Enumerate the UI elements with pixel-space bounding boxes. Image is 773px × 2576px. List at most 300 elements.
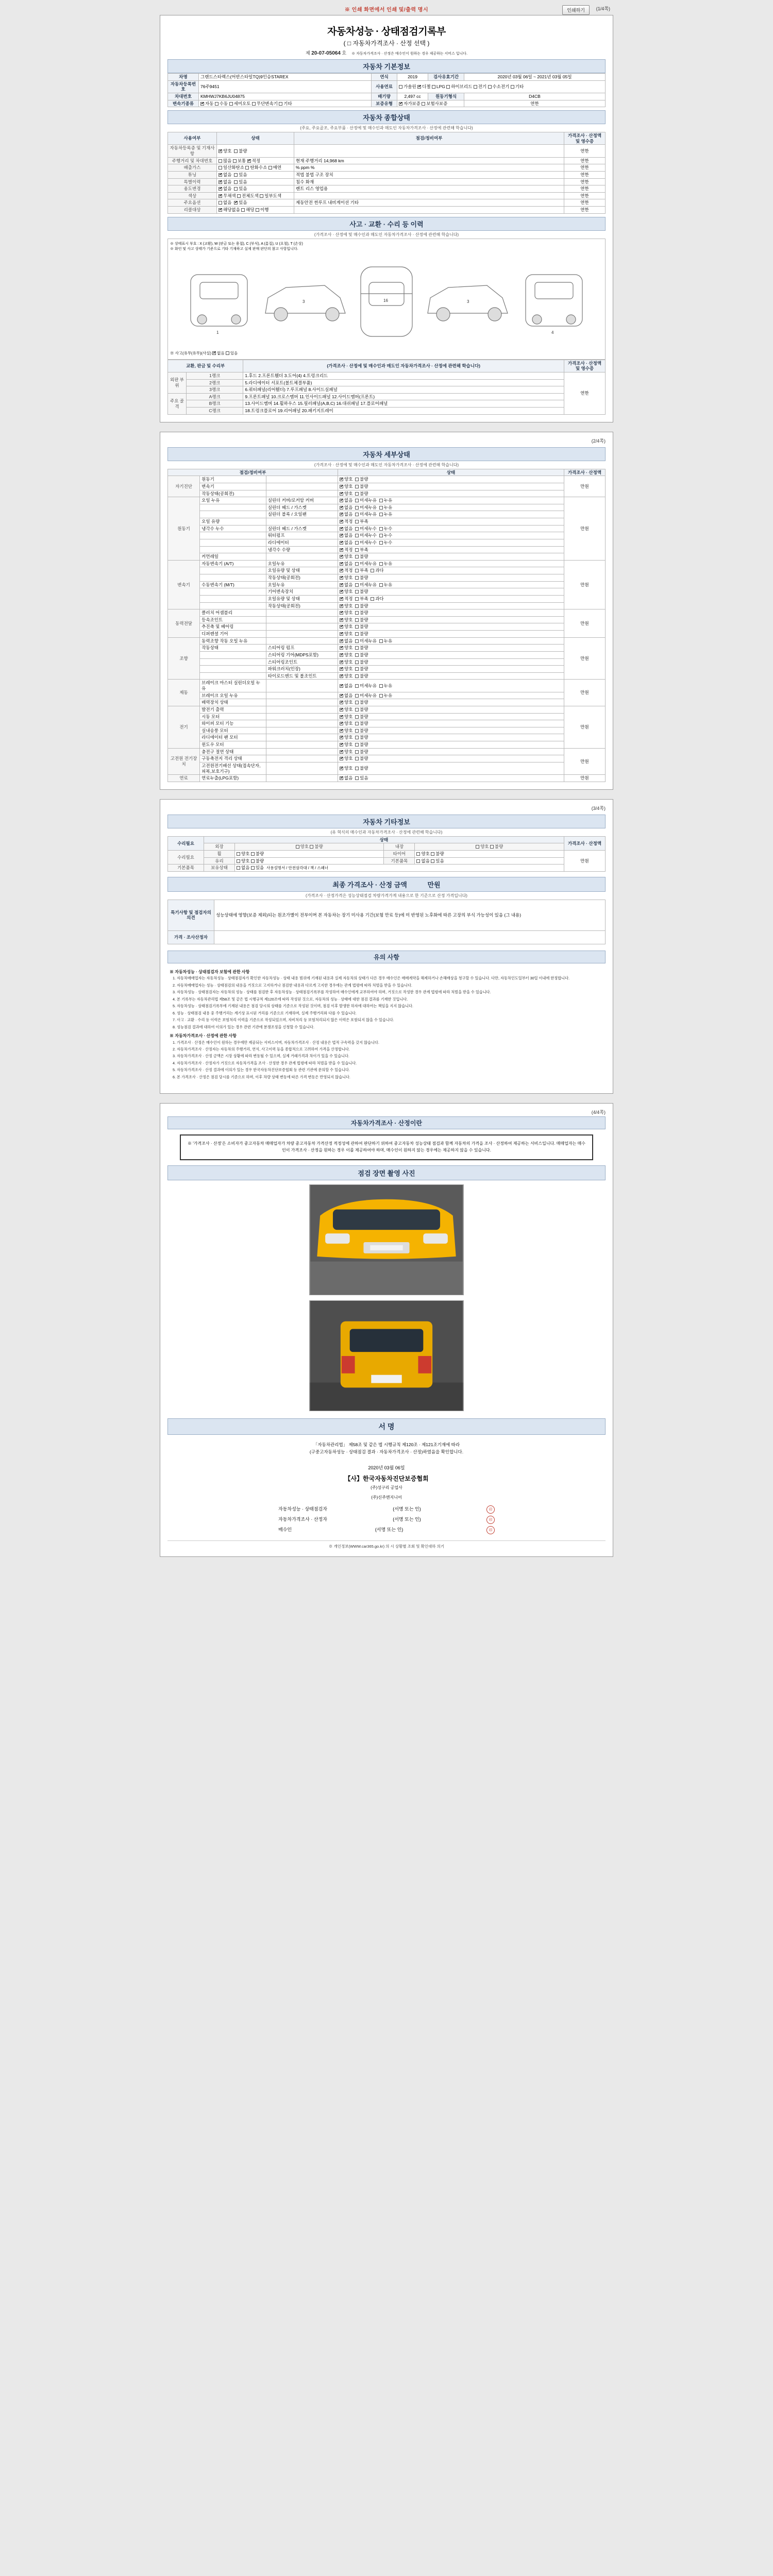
checkbox-1-0-1[interactable] (355, 499, 359, 502)
checkbox-warranty-insurer[interactable] (422, 102, 425, 106)
checkbox-4-3-1[interactable] (355, 660, 359, 664)
detail-status-options (338, 525, 564, 532)
checkbox-1-1-2[interactable] (379, 506, 383, 510)
checkbox-usage-none[interactable] (219, 187, 222, 191)
checkbox-1-4-0[interactable] (340, 527, 343, 531)
checkbox-mileage-ok[interactable] (247, 159, 251, 163)
detail-sublabel (266, 483, 338, 490)
checkbox-ext-good[interactable] (296, 845, 299, 849)
checkbox-7-1-0[interactable] (340, 757, 343, 760)
checkbox-1-2-2[interactable] (379, 513, 383, 516)
checkbox-2-4-0[interactable] (340, 590, 343, 594)
checkbox-6-3-0[interactable] (340, 729, 343, 733)
overall-row-5-name: 용도변경 (168, 185, 217, 193)
checkbox-reg-bad[interactable] (234, 149, 238, 153)
detail-label: 고전원전기배선 상태(접속단자,피복,보호기구) (200, 762, 266, 774)
checkbox-option-yes[interactable] (234, 201, 238, 205)
checkbox-4-5-1[interactable] (355, 674, 359, 678)
checkbox-fuel-hybrid[interactable] (446, 85, 450, 89)
detail-row (168, 727, 606, 734)
detail-row (168, 748, 606, 755)
caution-list-0 (177, 976, 603, 1030)
detail-status-label: 양호 (344, 721, 353, 726)
section-etc-title: 자동차 기타정보 (167, 815, 606, 828)
overall-row-0-amount: 연한 (564, 145, 606, 157)
checkbox-fuel-other[interactable] (511, 85, 514, 89)
checkbox-6-1-0[interactable] (340, 715, 343, 719)
detail-status-label: 미세누유 (360, 504, 377, 510)
detail-status-options (338, 511, 564, 518)
checkbox-6-1-1[interactable] (355, 715, 359, 719)
checkbox-color-partial[interactable] (260, 194, 263, 198)
checkbox-basic-none[interactable] (416, 859, 420, 863)
checkbox-2-5-1[interactable] (355, 597, 359, 601)
checkbox-2-3-1[interactable] (355, 583, 359, 587)
detail-sublabel (266, 706, 338, 713)
detail-status-label: 양호 (344, 554, 353, 560)
checkbox-have-none[interactable] (237, 866, 240, 870)
checkbox-int-good[interactable] (476, 845, 479, 849)
checkbox-trans-manual[interactable] (215, 102, 219, 106)
checkbox-3-2-1[interactable] (355, 625, 359, 629)
checkbox-6-2-0[interactable] (340, 722, 343, 725)
checkbox-2-1-2[interactable] (371, 569, 374, 572)
detail-row (168, 699, 606, 706)
checkbox-2-1-1[interactable] (355, 569, 359, 572)
checkbox-1-6-1[interactable] (355, 541, 359, 545)
checkbox-option-none[interactable] (219, 201, 222, 205)
detail-status-label: 미세누유 (360, 582, 377, 587)
detail-sublabel: 실린더 헤드 / 가스켓 (266, 525, 338, 532)
detail-status-label: 누유 (383, 504, 393, 510)
detail-status-label: 없음 (344, 539, 353, 545)
detail-status-options (338, 532, 564, 539)
detail-label: 배력장치 상태 (200, 699, 266, 706)
detail-row (168, 595, 606, 602)
checkbox-recall-yes[interactable] (241, 208, 245, 212)
checkbox-4-0-2[interactable] (379, 639, 383, 643)
detail-row (168, 680, 606, 692)
value-year: 2019 (397, 74, 428, 81)
detail-status-options (338, 713, 564, 720)
checkbox-reg-good[interactable] (219, 149, 222, 153)
checkbox-4-0-0[interactable] (340, 639, 343, 643)
checkbox-ext-bad[interactable] (310, 845, 313, 849)
checkbox-glass-good[interactable] (237, 859, 240, 863)
detail-status-options (338, 727, 564, 734)
detail-status-label: 불량 (360, 766, 368, 771)
checkbox-6-0-0[interactable] (340, 708, 343, 711)
etc-manual-opts: 없음 있음 사용설명서 / 안전삼각대 / 잭 / 스패너 (235, 865, 564, 872)
checkbox-2-5-0[interactable] (340, 597, 343, 601)
checkbox-6-3-1[interactable] (355, 729, 359, 733)
checkbox-4-4-1[interactable] (355, 667, 359, 671)
checkbox-1-7-1[interactable] (355, 548, 359, 552)
svg-text:1: 1 (216, 330, 219, 335)
checkbox-7-2-0[interactable] (340, 767, 343, 770)
checkbox-special-none[interactable] (219, 180, 222, 184)
checkbox-5-1-0[interactable] (340, 694, 343, 698)
detail-sublabel: 작동상태(공회전) (266, 574, 338, 582)
caution-item-0-5: 6. 성능 · 상태점검 내용 중 주행거리는 계기상 표시된 거리를 기준으로 기재하며, 실제 주행거리와 다를 수 있습니다. (177, 1011, 603, 1016)
checkbox-2-2-0[interactable] (340, 576, 343, 580)
detail-status-label: 양호 (344, 735, 353, 740)
detail-status-label: 누수 (383, 533, 393, 538)
detail-sublabel: 작동상태(공회전) (266, 602, 338, 609)
checkbox-2-1-0[interactable] (340, 569, 343, 572)
checkbox-special-yes[interactable] (234, 180, 238, 184)
checkbox-5-2-1[interactable] (355, 701, 359, 704)
checkbox-0-1-1[interactable] (355, 485, 359, 488)
checkbox-1-6-2[interactable] (379, 541, 383, 545)
checkbox-int-bad[interactable] (490, 845, 494, 849)
checkbox-2-0-0[interactable] (340, 562, 343, 566)
checkbox-3-0-0[interactable] (340, 611, 343, 615)
checkbox-fuel-gasoline[interactable] (399, 85, 402, 89)
checkbox-color-full[interactable] (237, 194, 241, 198)
checkbox-accident-yes[interactable] (226, 351, 229, 355)
checkbox-6-4-1[interactable] (355, 736, 359, 739)
checkbox-fuel-diesel[interactable] (417, 85, 421, 89)
label-motor-type: 원동기형식 (428, 93, 464, 100)
detail-label: 작동상태(공회전) (200, 490, 266, 497)
inner-items-1: 13.사이드멤버 14.휠하우스 15.필러패널(A,B,C) 16.대쉬패널 17.플로어패널 (243, 400, 564, 408)
detail-row (168, 666, 606, 673)
checkbox-6-5-1[interactable] (355, 743, 359, 747)
signature-row-0 (278, 1504, 495, 1515)
checkbox-2-6-0[interactable] (340, 604, 343, 608)
checkbox-1-1-0[interactable] (340, 506, 343, 510)
detail-label: 추진축 및 베어링 (200, 623, 266, 631)
checkbox-0-2-1[interactable] (355, 492, 359, 496)
checkbox-0-1-0[interactable] (340, 485, 343, 488)
label-year: 연식 (372, 74, 397, 81)
checkbox-mileage-many[interactable] (219, 159, 222, 163)
seal-icon-0: 印 (486, 1505, 495, 1514)
checkbox-6-2-1[interactable] (355, 722, 359, 725)
label-fuel-electric: 전기 (478, 83, 487, 89)
price-row-0-label: 특기사항 및 점검자의 의견 (168, 900, 214, 930)
detail-col-amount: 가격조사 · 산정액 (564, 469, 606, 476)
overall-row-1-state: 많음 보통 ✔ 적정 (217, 157, 294, 164)
checkbox-fuel-lpg[interactable] (432, 85, 435, 89)
detail-sublabel: 실린더 헤드 / 가스켓 (266, 504, 338, 511)
checkbox-basic-yes[interactable] (431, 859, 434, 863)
checkbox-smoke[interactable] (268, 166, 272, 170)
etc-amount-value: 만원 (564, 851, 606, 872)
detail-status-options (338, 692, 564, 699)
detail-status-options (338, 748, 564, 755)
detail-status-label: 미세누유 (360, 498, 377, 503)
checkbox-2-3-2[interactable] (379, 583, 383, 587)
inner-rank-0: A랭크 (187, 393, 243, 400)
detail-status-options (338, 518, 564, 526)
photo-rear (309, 1300, 464, 1411)
checkbox-4-5-0[interactable] (340, 674, 343, 678)
checkbox-7-0-1[interactable] (355, 750, 359, 754)
detail-label: 디퍼렌셜 기어 (200, 631, 266, 638)
checkbox-3-1-0[interactable] (340, 618, 343, 622)
value-plate: 76주9451 (199, 80, 372, 93)
label-fuel-other: 기타 (515, 83, 524, 89)
checkbox-4-2-1[interactable] (355, 653, 359, 657)
detail-group-7: 고전원 전기장치 (168, 748, 200, 775)
checkbox-wheel-bad[interactable] (251, 852, 255, 856)
checkbox-trans-other[interactable] (279, 102, 282, 106)
checkbox-1-5-2[interactable] (379, 534, 383, 537)
checkbox-1-7-0[interactable] (340, 548, 343, 552)
detail-status-label: 미세누유 (360, 638, 377, 643)
checkbox-1-5-0[interactable] (340, 534, 343, 537)
etc-h-tire: 타이어 (384, 851, 415, 858)
detail-label: 커먼레일 (200, 553, 266, 561)
page-1 (160, 15, 613, 422)
price-row-1-label: 가격 · 조사산정자 (168, 930, 214, 944)
etc-col-label: 수리필요 (168, 836, 204, 850)
accident-note: (가격조사 · 산정에 및 매수인과 매도인 자동차가격조사 · 산정에 관련해 학습니다) (314, 232, 459, 237)
overall-col-3: 가격조사 · 산정액 및 영수증 (564, 132, 606, 145)
detail-row (168, 658, 606, 666)
detail-sublabel: 스티어링 기어(MDPS포함) (266, 651, 338, 658)
overall-row-8-detail (294, 207, 564, 214)
detail-sublabel (266, 755, 338, 762)
detail-sublabel: 냉각수 수량 (266, 546, 338, 553)
checkbox-4-3-0[interactable] (340, 660, 343, 664)
detail-status-options (338, 497, 564, 504)
detail-amount: 만원 (564, 476, 606, 497)
signature-row-1-label: 자동차가격조사 · 산정자 (278, 1516, 327, 1522)
checkbox-wheel-good[interactable] (237, 852, 240, 856)
overall-row-2-state: 일산화탄소 탄화수소 매연 (217, 164, 294, 172)
checkbox-7-0-0[interactable] (340, 750, 343, 754)
checkbox-2-0-2[interactable] (379, 562, 383, 566)
detail-status-label: 누유 (383, 498, 393, 503)
page-indicator-3: (3/4쪽) (591, 805, 606, 811)
accident-parts-table (167, 360, 606, 415)
detail-status-label: 부족 (360, 596, 368, 601)
detail-status-label: 미세누유 (360, 692, 377, 698)
checkbox-color-original[interactable] (219, 194, 222, 198)
checkbox-1-4-2[interactable] (379, 527, 383, 531)
detail-status-options (338, 741, 564, 749)
checkbox-7-1-1[interactable] (355, 757, 359, 760)
detail-status-options (338, 581, 564, 588)
checkbox-2-2-1[interactable] (355, 576, 359, 580)
overall-row-2-name: 배출가스 (168, 164, 217, 172)
detail-status-label: 적정 (344, 547, 353, 552)
detail-status-label: 불량 (360, 589, 368, 595)
checkbox-4-2-0[interactable] (340, 653, 343, 657)
detail-group-6: 전기 (168, 706, 200, 748)
checkbox-6-4-0[interactable] (340, 736, 343, 739)
checkbox-3-2-0[interactable] (340, 625, 343, 629)
detail-row (168, 645, 606, 652)
checkbox-3-0-1[interactable] (355, 611, 359, 615)
outer-items-1: 5.라디에이터 서포트(볼트체결부품) (243, 379, 564, 386)
checkbox-2-5-2[interactable] (371, 597, 374, 601)
etc-h-basic: 기본품목 (384, 857, 415, 865)
checkbox-1-3-0[interactable] (340, 520, 343, 523)
checkbox-5-2-0[interactable] (340, 701, 343, 704)
detail-status-options (338, 602, 564, 609)
checkbox-5-0-2[interactable] (379, 684, 383, 688)
label-warranty-insurer: 보험사보증 (426, 100, 448, 106)
checkbox-tire-good[interactable] (416, 852, 420, 856)
etc-col-state: 상태 (204, 836, 564, 843)
checkbox-2-0-1[interactable] (355, 562, 359, 566)
signature-statement-1: 「자동차관리법」 제58조 및 같은 법 시행규칙 제120조 · 제121조기재에 따라 (313, 1442, 460, 1447)
checkbox-tuning-none[interactable] (219, 173, 222, 177)
checkbox-co[interactable] (219, 166, 222, 170)
detail-status-label: 미세누유 (360, 512, 377, 517)
checkbox-glass-bad[interactable] (251, 859, 255, 863)
checkbox-trans-cvt[interactable] (252, 102, 256, 106)
checkbox-recall-na[interactable] (219, 208, 222, 212)
checkbox-1-2-0[interactable] (340, 513, 343, 516)
checkbox-3-3-0[interactable] (340, 632, 343, 636)
checkbox-usage-yes[interactable] (234, 187, 238, 191)
checkbox-1-5-1[interactable] (355, 534, 359, 537)
detail-row (168, 775, 606, 782)
detail-status-label: 누유 (383, 512, 393, 517)
checkbox-1-0-0[interactable] (340, 499, 343, 502)
checkbox-have-yes[interactable] (251, 866, 255, 870)
checkbox-1-2-1[interactable] (355, 513, 359, 516)
print-button[interactable]: 인쇄하기 (562, 5, 590, 15)
detail-sublabel (266, 616, 338, 623)
svg-text:3: 3 (467, 299, 469, 304)
label-warranty-self: 자가보증 (404, 100, 421, 106)
detail-label (200, 658, 266, 666)
outer-rank-0: 1랭크 (187, 372, 243, 379)
signature-row-2 (278, 1525, 495, 1535)
checkbox-5-0-0[interactable] (340, 684, 343, 688)
checkbox-1-8-0[interactable] (340, 555, 343, 558)
overall-row-1-detail: 현재 주행거리 14,968 km (294, 157, 564, 164)
checkbox-0-0-0[interactable] (340, 478, 343, 481)
checkbox-trans-semi[interactable] (229, 102, 233, 106)
detail-sublabel: 실린더 블록 / 오일팬 (266, 511, 338, 518)
overall-row-6-amount: 연한 (564, 192, 606, 199)
detail-row (168, 511, 606, 518)
checkbox-mileage-normal[interactable] (233, 159, 237, 163)
checkbox-8-0-0[interactable] (340, 776, 343, 780)
detail-row (168, 762, 606, 774)
checkbox-6-5-0[interactable] (340, 743, 343, 747)
checkbox-5-0-1[interactable] (355, 684, 359, 688)
label-trans-cvt: 무단변속기 (256, 100, 278, 106)
checkbox-2-4-1[interactable] (355, 590, 359, 594)
checkbox-2-3-0[interactable] (340, 583, 343, 587)
overall-col-2: 점검/정비여부 (294, 132, 564, 145)
detail-label: 수동변속기 (M/T) (200, 581, 266, 588)
checkbox-1-3-1[interactable] (355, 520, 359, 523)
checkbox-4-4-0[interactable] (340, 667, 343, 671)
detail-sublabel (266, 609, 338, 617)
parts-amount-value: 연한 (564, 372, 606, 414)
checkbox-1-4-1[interactable] (355, 527, 359, 531)
checkbox-1-1-1[interactable] (355, 506, 359, 510)
checkbox-tire-bad[interactable] (431, 852, 434, 856)
checkbox-5-1-1[interactable] (355, 694, 359, 698)
detail-status-label: 누유 (383, 683, 393, 688)
detail-label: 브레이크 마스터 실린더오일 누유 (200, 680, 266, 692)
detail-group-0: 자기진단 (168, 476, 200, 497)
checkbox-hc[interactable] (245, 166, 249, 170)
caution-list-1 (177, 1040, 603, 1080)
checkbox-4-1-1[interactable] (355, 646, 359, 650)
detail-label: 원동기 (200, 476, 266, 483)
value-motor-type: D4CB (464, 93, 606, 100)
photos-title: 점검 장면 촬영 사진 (167, 1165, 606, 1180)
checkbox-recall-done[interactable] (256, 208, 259, 212)
seal-icon-2: 印 (486, 1526, 495, 1534)
detail-table (167, 469, 606, 782)
checkbox-8-0-1[interactable] (355, 776, 359, 780)
overall-row-3-detail: 적법 불법 구조 장치 (294, 171, 564, 178)
checkbox-warranty-self[interactable] (399, 102, 402, 106)
checkbox-6-0-1[interactable] (355, 708, 359, 711)
checkbox-7-2-1[interactable] (355, 767, 359, 770)
detail-sublabel: 오일누유 (266, 560, 338, 567)
detail-sublabel (266, 623, 338, 631)
detail-status-label: 양호 (344, 589, 353, 595)
checkbox-4-1-0[interactable] (340, 646, 343, 650)
label-inspection-period: 검사유효기간 (428, 74, 464, 81)
detail-label: 브레이크 오일 누유 (200, 692, 266, 699)
checkbox-accident-none[interactable] (212, 351, 216, 355)
checkbox-5-1-2[interactable] (379, 694, 383, 698)
checkbox-fuel-electric[interactable] (474, 85, 477, 89)
checkbox-3-3-1[interactable] (355, 632, 359, 636)
signature-row-1-value: (서명 또는 인) (393, 1516, 421, 1522)
detail-status-label: 미세누유 (360, 683, 377, 688)
checkbox-tuning-yes[interactable] (234, 173, 238, 177)
detail-status-label: 미세누수 (360, 526, 377, 531)
overall-row-3-amount: 연한 (564, 171, 606, 178)
detail-status-options (338, 631, 564, 638)
checkbox-1-0-2[interactable] (379, 499, 383, 502)
overall-row-0-state: ✔양호 불량 (217, 145, 294, 157)
detail-status-label: 양호 (344, 666, 353, 672)
checkbox-1-8-1[interactable] (355, 555, 359, 558)
etc-note: (유 혁식의 매수인과 자동차가격조사 · 산정에 관련해 학습니다) (330, 829, 443, 835)
detail-status-label: 불량 (360, 575, 368, 580)
checkbox-4-0-1[interactable] (355, 639, 359, 643)
detail-sublabel: 실린더 커버/로커암 커버 (266, 497, 338, 504)
checkbox-0-2-0[interactable] (340, 492, 343, 496)
page-2 (160, 432, 613, 790)
footer-note: ※ 개인정보(WWW.car365.go.kr) 의 시 상황별 조회 및 확인대하 의기 (167, 1540, 606, 1549)
detail-sublabel (266, 637, 338, 645)
checkbox-2-6-1[interactable] (355, 604, 359, 608)
checkbox-3-1-1[interactable] (355, 618, 359, 622)
detail-row (168, 525, 606, 532)
checkbox-0-0-1[interactable] (355, 478, 359, 481)
detail-sublabel (266, 775, 338, 782)
checkbox-trans-auto[interactable] (200, 102, 204, 106)
checkbox-fuel-hydrogen[interactable] (488, 85, 492, 89)
doc-number-label: 제 (305, 50, 310, 56)
price-title-text: 최종 가격조사 · 산정 금액 (332, 880, 407, 889)
detail-status-label: 과다 (375, 596, 384, 601)
detail-label (200, 595, 266, 602)
detail-status-options (338, 645, 564, 652)
detail-label: 라디에이터 팬 모터 (200, 734, 266, 741)
detail-row (168, 546, 606, 553)
inner-rank-1: B랭크 (187, 400, 243, 408)
checkbox-1-6-0[interactable] (340, 541, 343, 545)
